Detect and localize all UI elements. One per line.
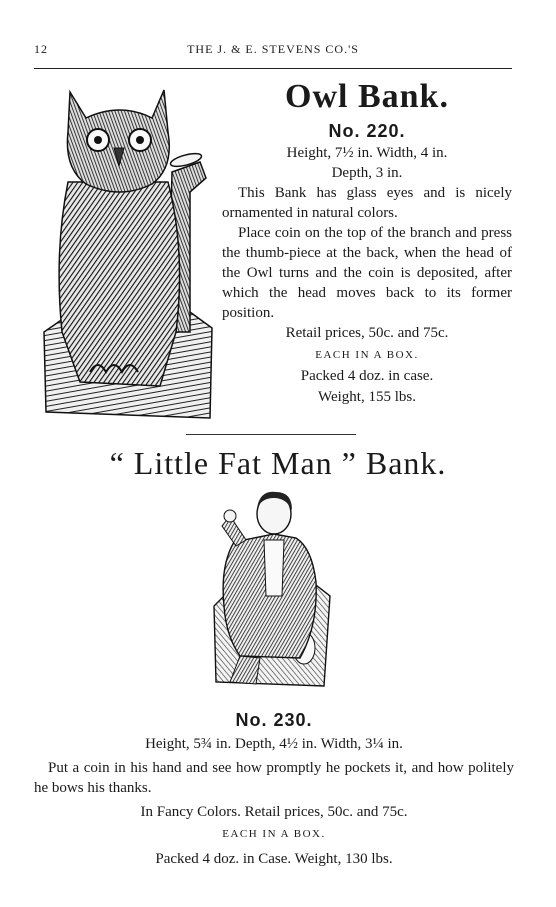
fat-man-model-number: No. 230. [235, 710, 313, 730]
fat-man-bank-illustration [200, 486, 338, 696]
owl-dimensions-2: Depth, 3 in. [331, 165, 403, 181]
section-divider [186, 434, 356, 435]
owl-bank-illustration [40, 82, 218, 427]
page-number: 12 [34, 42, 48, 56]
owl-retail-prices: Retail prices, 50c. and 75c. [285, 325, 449, 341]
fat-man-bank-section [34, 708, 514, 870]
owl-description-1: This Bank has glass eyes and is nicely ornamented in natural colors. [222, 185, 512, 221]
owl-bank-title: Owl Bank. [285, 78, 449, 115]
owl-dimensions-1: Height, 7½ in. Width, 4 in. [286, 145, 448, 161]
fat-man-each-in-box: EACH IN A BOX. [222, 828, 326, 840]
owl-description-2: Place coin on the top of the branch and press the thumb-piece at the back, when the head of the Owl turns and the coin is deposited, after which the head moves back to its former position. [222, 225, 512, 321]
owl-each-in-box: EACH IN A BOX. [315, 349, 419, 361]
fat-man-dimensions: Height, 5¾ in. Depth, 4½ in. Width, 3¼ in. [145, 736, 403, 752]
owl-packing: Packed 4 doz. in case. [300, 368, 434, 384]
fat-man-packing-weight: Packed 4 doz. in Case. Weight, 130 lbs. [155, 851, 393, 867]
fat-man-retail-prices: In Fancy Colors. Retail prices, 50c. and 75c. [140, 804, 408, 820]
page-header [34, 40, 512, 62]
owl-weight: Weight, 155 lbs. [318, 389, 416, 405]
owl-bank-section [222, 78, 512, 408]
header-rule [34, 68, 512, 69]
owl-model-number: No. 220. [328, 121, 406, 141]
fat-man-bank-title: “ Little Fat Man ” Bank. [109, 445, 447, 481]
running-title: THE J. & E. STEVENS CO.'S [187, 42, 359, 56]
fat-man-description: Put a coin in his hand and see how promptly he pockets it, and how politely he bows his thanks. [34, 760, 514, 796]
